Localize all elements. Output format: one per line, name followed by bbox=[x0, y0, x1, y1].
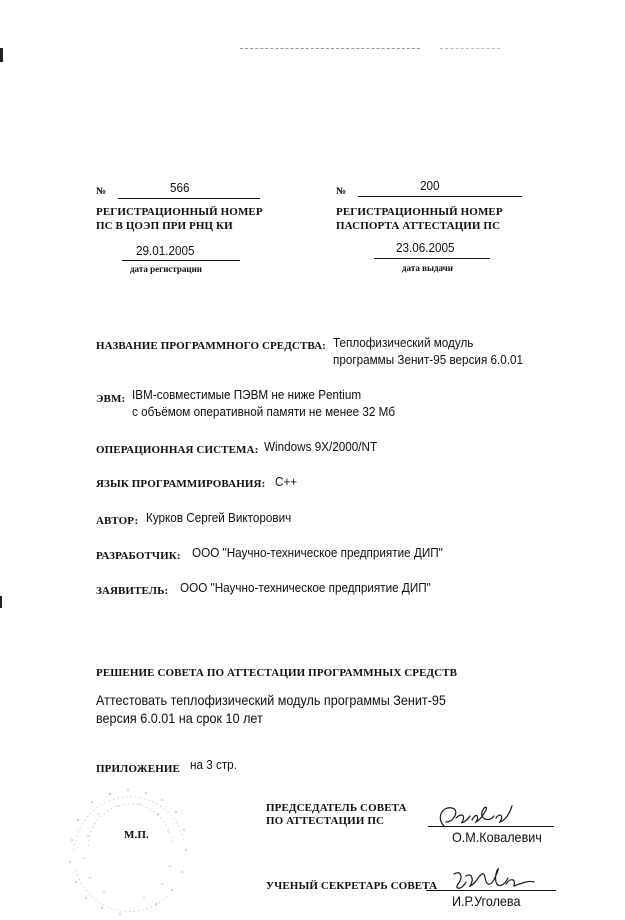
stamp-text: М.П. bbox=[124, 829, 149, 841]
author-label: АВТОР: bbox=[96, 515, 139, 527]
registration-number: 566 bbox=[170, 180, 190, 195]
attachment-label: ПРИЛОЖЕНИЕ bbox=[96, 763, 180, 775]
registration-number-underline bbox=[118, 198, 260, 199]
scan-edge-mark-top bbox=[0, 48, 3, 62]
stamp-seal bbox=[58, 780, 208, 920]
chairman-signature-line bbox=[428, 826, 554, 827]
secretary-name: И.Р.Уголева bbox=[452, 893, 521, 909]
chairman-name: О.М.Ковалевич bbox=[452, 829, 542, 845]
registration-date: 29.01.2005 bbox=[136, 243, 195, 258]
scan-top-rule bbox=[240, 48, 420, 49]
passport-number-sign: № bbox=[336, 186, 347, 197]
decision-line1: Аттестовать теплофизический модуль программы Зенит-95 bbox=[96, 692, 446, 708]
passport-date-underline bbox=[374, 258, 490, 259]
registration-number-sign: № bbox=[96, 186, 107, 197]
program-name-label: НАЗВАНИЕ ПРОГРАММНОГО СРЕДСТВА: bbox=[96, 340, 326, 352]
applicant-label: ЗАЯВИТЕЛЬ: bbox=[96, 585, 169, 597]
passport-label-line2: ПАСПОРТА АТТЕСТАЦИИ ПС bbox=[336, 220, 501, 232]
decision-line2: версия 6.0.01 на срок 10 лет bbox=[96, 710, 263, 726]
scan-top-rule-2 bbox=[440, 48, 500, 49]
os-label: ОПЕРАЦИОННАЯ СИСТЕМА: bbox=[96, 444, 259, 456]
registration-date-underline bbox=[122, 260, 240, 261]
language-label: ЯЗЫК ПРОГРАММИРОВАНИЯ: bbox=[96, 478, 266, 490]
registration-label-line2: ПС В ЦОЭП ПРИ РНЦ КИ bbox=[96, 220, 233, 232]
computer-label: ЭВМ: bbox=[96, 393, 126, 405]
computer-line2: с объёмом оперативной памяти не менее 32 Мб bbox=[132, 404, 396, 419]
developer-label: РАЗРАБОТЧИК: bbox=[96, 550, 181, 562]
developer-value: ООО "Научно-техническое предприятие ДИП" bbox=[192, 545, 443, 560]
passport-number: 200 bbox=[420, 178, 440, 193]
author-value: Курков Сергей Викторович bbox=[146, 510, 292, 525]
passport-date: 23.06.2005 bbox=[396, 240, 455, 255]
decision-title: РЕШЕНИЕ СОВЕТА ПО АТТЕСТАЦИИ ПРОГРАММНЫХ СРЕДСТВ bbox=[96, 667, 458, 679]
registration-label-line1: РЕГИСТРАЦИОННЫЙ НОМЕР bbox=[96, 206, 263, 218]
scan-edge-mark-middle bbox=[0, 596, 2, 608]
attachment-value: на 3 стр. bbox=[190, 757, 237, 772]
chairman-label-line1: ПРЕДСЕДАТЕЛЬ СОВЕТА bbox=[266, 802, 407, 814]
passport-label-line1: РЕГИСТРАЦИОННЫЙ НОМЕР bbox=[336, 206, 503, 218]
chairman-label-line2: ПО АТТЕСТАЦИИ ПС bbox=[266, 815, 385, 827]
os-value: Windows 9X/2000/NT bbox=[264, 439, 378, 454]
program-name-line2: программы Зенит-95 версия 6.0.01 bbox=[333, 352, 524, 367]
computer-line1: IBM-совместимые ПЭВМ не ниже Pentium bbox=[132, 387, 362, 402]
registration-date-caption: дата регистрации bbox=[130, 264, 202, 274]
passport-date-caption: дата выдачи bbox=[402, 263, 453, 273]
applicant-value: ООО "Научно-техническое предприятие ДИП" bbox=[180, 580, 431, 595]
passport-number-underline bbox=[358, 196, 522, 197]
secretary-signature-line bbox=[426, 890, 556, 891]
secretary-label: УЧЕНЫЙ СЕКРЕТАРЬ СОВЕТА bbox=[266, 880, 438, 892]
language-value: C++ bbox=[275, 474, 298, 489]
program-name-line1: Теплофизический модуль bbox=[333, 335, 474, 350]
